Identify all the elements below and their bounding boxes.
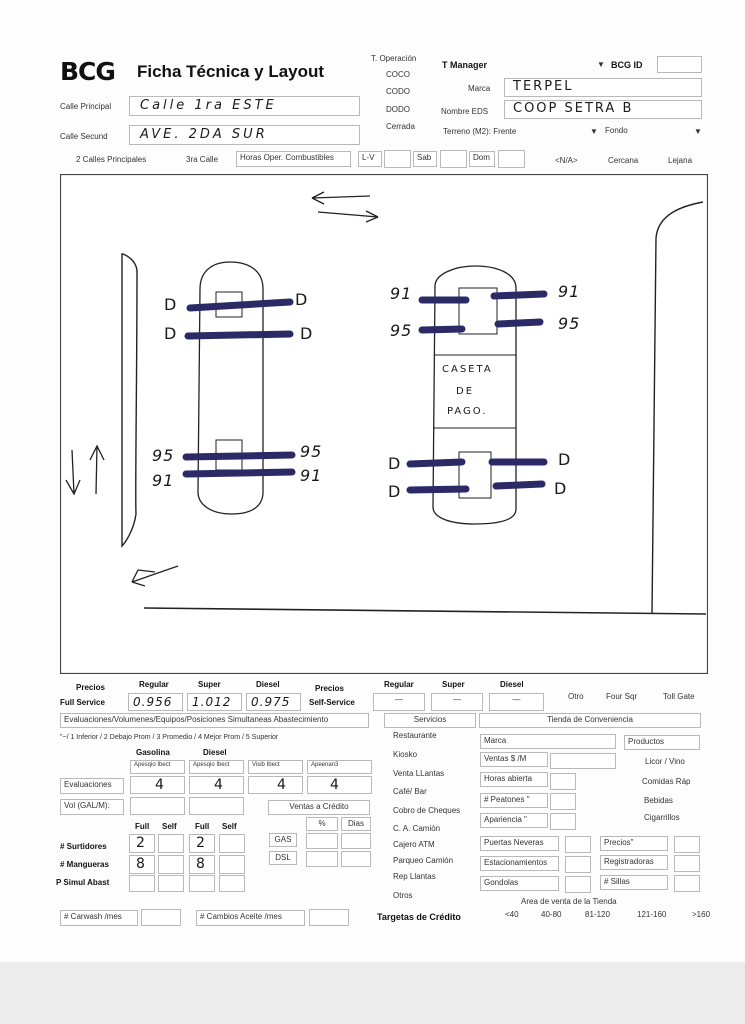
t-manager-label: T Manager (442, 60, 488, 70)
self-regular-header: Regular (384, 680, 414, 689)
eval-scale: "~/ 1 Inferior / 2 Debajo Prom / 3 Promedio / 4 Mejor Prom / 5 Superior (60, 734, 279, 741)
area-range-3[interactable]: 81-120 (585, 910, 610, 919)
right-top-right-label-2: 95 (558, 314, 581, 333)
gasolina-header: Gasolina (136, 748, 170, 757)
regular-header: Regular (139, 680, 169, 689)
credit-gas-dias-field[interactable] (341, 833, 371, 849)
ventas-label: Ventas $ /M (480, 752, 548, 767)
full-regular-field[interactable] (128, 693, 183, 711)
estacionamientos-label: Estacionamientos (480, 856, 559, 871)
right-bottom-label-1: D (388, 454, 402, 473)
left-bottom-label-2: 91 (152, 471, 175, 490)
simul-diesel-self-field[interactable] (219, 875, 245, 892)
area-range-5[interactable]: >160 (692, 910, 711, 919)
lv-field[interactable] (384, 150, 411, 168)
lejana-option[interactable]: Lejana (668, 156, 693, 165)
vol-label: Vol (GAL/M): (60, 799, 124, 815)
store-precios-label: Precios" (600, 836, 668, 851)
services-header: Servicios (384, 713, 476, 728)
cambios-field[interactable] (309, 909, 349, 926)
service-otros[interactable]: Otros (393, 891, 413, 900)
mang-gas-self-field[interactable] (158, 855, 184, 874)
calle-secund-label: Calle Secund (60, 132, 108, 141)
gondolas-label: Gondolas (480, 876, 559, 891)
otro-option[interactable]: Otro (568, 692, 584, 701)
four-sqr-option[interactable]: Four Sqr (606, 692, 638, 701)
cambios-label: # Cambios Aceite /mes (196, 910, 305, 926)
simul-gas-full-field[interactable] (129, 875, 155, 892)
eval-subheader-3: Visib Ibect (248, 760, 303, 774)
marca-field[interactable] (504, 78, 702, 97)
horas-oper-label: Horas Oper. Combustibles (236, 151, 351, 167)
sillas-field[interactable] (674, 875, 700, 892)
bcg-id-field[interactable] (657, 56, 702, 73)
fondo-dropdown-icon[interactable]: ▼ (694, 127, 702, 136)
full-diesel-value: 0.975 (251, 695, 291, 709)
nombre-eds-label: Nombre EDS (441, 107, 489, 116)
self-service-label: Self-Service (309, 698, 355, 707)
registradoras-field[interactable] (674, 855, 700, 872)
dias-label: Dias (341, 817, 371, 831)
eval-value-1: 4 (155, 777, 165, 793)
left-top-label-1: D (164, 295, 178, 314)
terreno-label: Terreno (M2): Frente (443, 127, 517, 136)
vol-field-1[interactable] (130, 797, 185, 815)
eval-value-3: 4 (277, 777, 287, 793)
booth-label-1: CASETA (442, 364, 493, 375)
eval-field-3[interactable] (248, 776, 303, 794)
service-ca-camion[interactable]: C. A. Camión (393, 824, 441, 833)
self-label-gas: Self (162, 822, 177, 831)
horas-abierta-label: Horas abierta (480, 772, 548, 787)
registradoras-label: Registradoras (600, 855, 668, 870)
carwash-label: # Carwash /mes (60, 910, 138, 926)
t-manager-dropdown-icon[interactable]: ▼ (597, 60, 605, 69)
horas-abierta-field[interactable] (550, 773, 576, 790)
left-top-right-label-1: D (295, 290, 309, 309)
surt-diesel-full-value: 2 (196, 835, 206, 851)
calle-principal-value: Calle 1ra ESTE (140, 98, 277, 113)
surt-diesel-full-field[interactable] (189, 834, 215, 853)
gondolas-field[interactable] (565, 876, 591, 893)
eval-field-4[interactable] (307, 776, 372, 794)
eval-subheader-4: Apeenan3 (307, 760, 372, 774)
credit-dsl-pct-field[interactable] (306, 851, 338, 867)
gas-label: GAS (269, 833, 297, 847)
simul-gas-self-field[interactable] (158, 875, 184, 892)
bcg-logo: BCG (60, 57, 115, 86)
mang-diesel-self-field[interactable] (219, 855, 245, 874)
service-rep-llantas[interactable]: Rep Llantas (393, 872, 436, 881)
store-precios-field[interactable] (674, 836, 700, 853)
marca-value: TERPEL (513, 79, 574, 94)
left-top-label-2: D (164, 324, 178, 343)
marca-label: Marca (468, 84, 491, 93)
ventas-credito-label: Ventas a Crédito (268, 800, 370, 815)
self-regular-field[interactable]: — (373, 693, 425, 711)
eval-subheader-2: Apesqio Ibect (189, 760, 244, 774)
full-label-gas: Full (135, 822, 150, 831)
service-restaurante[interactable]: Restaurante (393, 731, 437, 740)
fondo-label: Fondo (605, 126, 628, 135)
tarjetas-credito-label: Targetas de Crédito (377, 912, 461, 922)
credit-dsl-dias-field[interactable] (341, 851, 371, 867)
apariencia-field[interactable] (550, 813, 576, 830)
op-option-coco[interactable]: COCO (386, 70, 410, 79)
peatones-field[interactable] (550, 793, 576, 810)
t-operacion-label: T. Operación (371, 54, 417, 63)
service-cobro-cheques[interactable]: Cobro de Cheques (393, 806, 461, 815)
sab-field[interactable] (440, 150, 467, 168)
dom-field[interactable] (498, 150, 525, 168)
simul-diesel-full-field[interactable] (189, 875, 215, 892)
left-bottom-right-label-1: 95 (300, 442, 323, 461)
surt-diesel-self-field[interactable] (219, 834, 245, 853)
store-marca-field[interactable]: Marca (480, 734, 616, 749)
diesel-header: Diesel (256, 680, 280, 689)
cercana-option[interactable]: Cercana (608, 156, 639, 165)
self-label-diesel: Self (222, 822, 237, 831)
self-diesel-header: Diesel (500, 680, 524, 689)
terreno-dropdown-icon[interactable]: ▼ (590, 127, 598, 136)
service-cajero-atm[interactable]: Cajero ATM (393, 840, 435, 849)
mang-gas-full-field[interactable] (129, 855, 155, 874)
right-bottom-right-label-1: D (558, 450, 572, 469)
simul-abast-label: P Simul Abast (56, 878, 110, 887)
ventas-field[interactable] (550, 753, 616, 769)
full-label-diesel: Full (195, 822, 210, 831)
apariencia-label: Apariencia " (480, 813, 548, 828)
op-option-dodo[interactable]: DODO (386, 105, 410, 114)
mang-diesel-full-value: 8 (196, 856, 206, 872)
full-regular-value: 0.956 (133, 695, 173, 709)
booth-label-3: PAGO. (447, 406, 488, 417)
calle-secund-field[interactable] (129, 125, 360, 145)
op-option-codo[interactable]: CODO (386, 87, 410, 96)
self-diesel-field[interactable]: — (489, 693, 544, 711)
self-super-header: Super (442, 680, 465, 689)
eval-value-2: 4 (214, 777, 224, 793)
credit-gas-pct-field[interactable] (306, 833, 338, 849)
surtidores-label: # Surtidores (60, 842, 107, 851)
super-header: Super (198, 680, 221, 689)
cigarrillos-option[interactable]: Cigarrillos (644, 813, 680, 822)
toll-gate-option[interactable]: Toll Gate (663, 692, 695, 701)
bebidas-option[interactable]: Bebidas (644, 796, 673, 805)
calle-principal-label: Calle Principal (60, 102, 112, 111)
sab-label: Sab (413, 151, 437, 167)
precios-label: Precios (76, 683, 105, 692)
right-bottom-label-2: D (388, 482, 402, 501)
store-header: Tienda de Conveniencia (479, 713, 701, 728)
mangueras-label: # Mangueras (60, 860, 109, 869)
full-super-value: 1.012 (192, 695, 232, 709)
nombre-eds-value: COOP SETRA B (513, 101, 634, 116)
peatones-label: # Peatones " (480, 793, 548, 808)
eval-subheader-1: Apesqio Ibect (130, 760, 185, 774)
left-bottom-label-1: 95 (152, 446, 175, 465)
estacionamientos-field[interactable] (565, 856, 591, 873)
op-option-cerrada[interactable]: Cerrada (386, 122, 415, 131)
full-diesel-field[interactable] (246, 693, 301, 711)
sillas-label: # Sillas (600, 875, 668, 890)
eval-header: Evaluaciones/Volumenes/Equipos/Posiciones Simultaneas Abastecimiento (60, 713, 369, 728)
full-service-label: Full Service (60, 698, 105, 707)
surt-gas-full-value: 2 (136, 835, 146, 851)
diagram-drawing (60, 174, 708, 674)
na-option[interactable]: <N/A> (555, 156, 578, 165)
nombre-eds-field[interactable] (504, 100, 702, 119)
dsl-label: DSL (269, 851, 297, 865)
area-range-4[interactable]: 121-160 (637, 910, 667, 919)
form-title: Ficha Técnica y Layout (137, 62, 325, 81)
tres-calle-label[interactable]: 3ra Calle (186, 155, 219, 164)
productos-label: Productos (624, 735, 700, 750)
dom-label: Dom (469, 151, 495, 167)
service-cafe-bar[interactable]: Café/ Bar (393, 787, 427, 796)
service-venta-llantas[interactable]: Venta LLantas (393, 769, 445, 778)
comidas-option[interactable]: Comidas Ráp (642, 777, 691, 786)
booth-label-2: DE (456, 386, 475, 397)
self-super-field[interactable]: — (431, 693, 483, 711)
precios-label-2: Precios (315, 684, 344, 693)
area-range-1[interactable]: <40 (505, 910, 519, 919)
full-super-field[interactable] (187, 693, 242, 711)
right-bottom-right-label-2: D (554, 479, 568, 498)
right-top-right-label-1: 91 (558, 282, 581, 301)
bcg-id-label: BCG ID (611, 60, 643, 70)
eval-field-2[interactable] (189, 776, 244, 794)
lv-label: L-V (358, 151, 382, 167)
area-range-2[interactable]: 40-80 (541, 910, 562, 919)
surt-gas-self-field[interactable] (158, 834, 184, 853)
service-parqueo-camion[interactable]: Parqueo Camión (393, 856, 454, 865)
calle-principal-field[interactable] (129, 96, 360, 116)
right-top-label-2: 95 (390, 321, 413, 340)
puertas-field[interactable] (565, 836, 591, 853)
licor-option[interactable]: Licor / Vino (645, 757, 685, 766)
eval-value-4: 4 (330, 777, 340, 793)
left-bottom-right-label-2: 91 (300, 466, 323, 485)
calle-secund-value: AVE. 2DA SUR (140, 127, 268, 142)
evaluaciones-label: Evaluaciones (60, 778, 124, 794)
dos-calles-label[interactable]: 2 Calles Principales (76, 155, 147, 164)
puertas-label: Puertas Neveras (480, 836, 559, 851)
service-kiosko[interactable]: Kiosko (393, 750, 418, 759)
vol-field-2[interactable] (189, 797, 244, 815)
left-top-right-label-2: D (300, 324, 314, 343)
mang-diesel-full-field[interactable] (189, 855, 215, 874)
layout-diagram (60, 174, 708, 674)
diesel-eval-header: Diesel (203, 748, 227, 757)
right-top-label-1: 91 (390, 284, 413, 303)
surt-gas-full-field[interactable] (129, 834, 155, 853)
eval-field-1[interactable] (130, 776, 185, 794)
pct-label: % (306, 817, 338, 831)
area-venta-label: Area de venta de la Tienda (521, 897, 617, 906)
carwash-field[interactable] (141, 909, 181, 926)
mang-gas-full-value: 8 (136, 856, 146, 872)
